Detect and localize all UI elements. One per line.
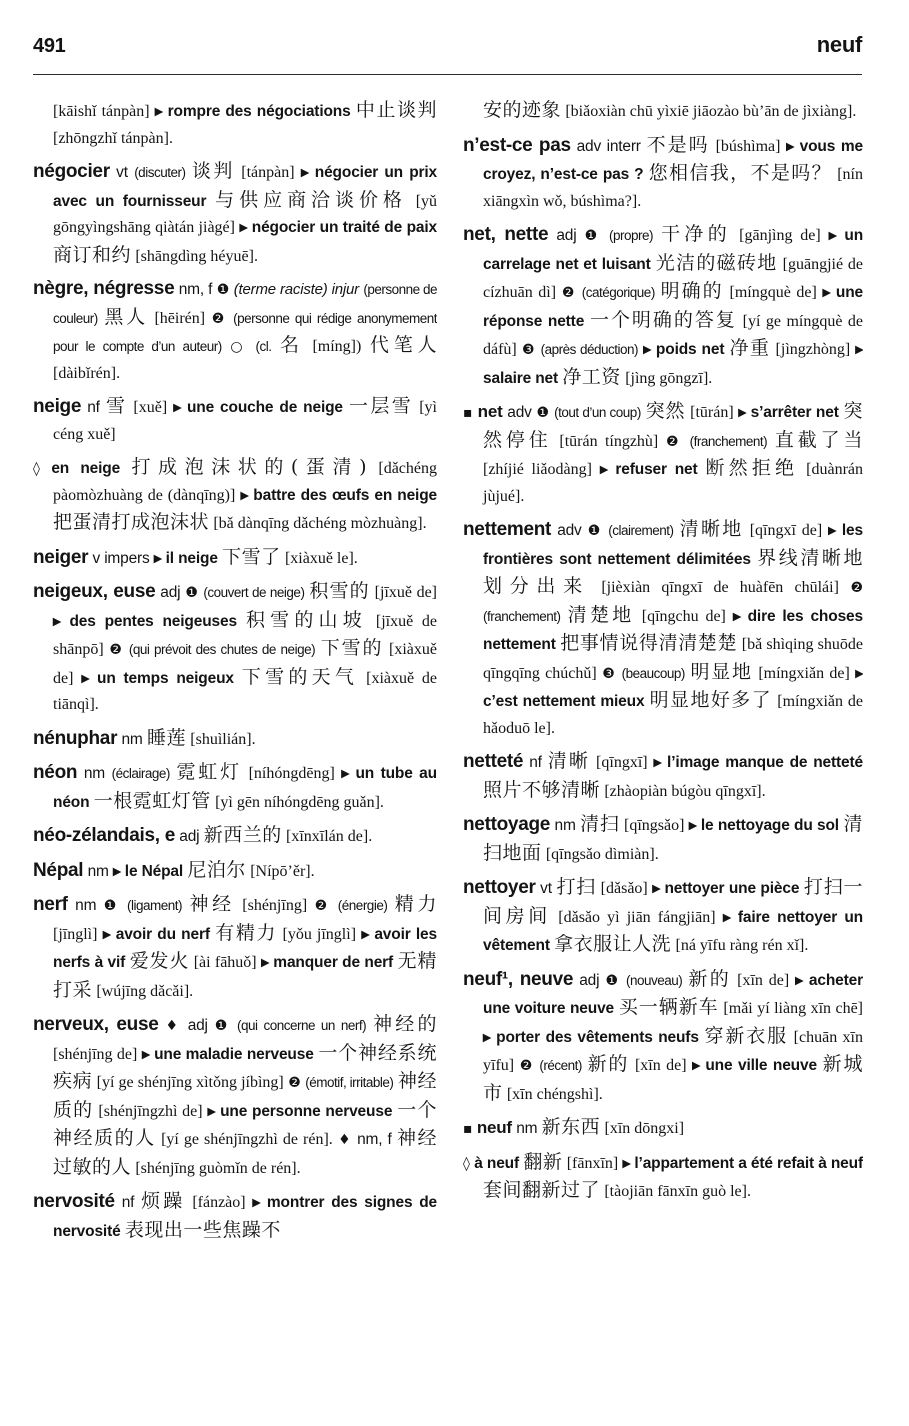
sense-number: ❷ <box>561 285 576 301</box>
chinese-translation: 雪 <box>105 395 128 417</box>
example-phrase: ▸ un tube au néon <box>53 765 437 811</box>
chinese-translation: 套间翻新过了 <box>483 1179 601 1201</box>
pinyin: [chuān xīn yīfu] <box>483 1028 863 1074</box>
sense-gloss: (clairement) <box>608 523 674 538</box>
pinyin: [xīn dōngxi] <box>604 1120 685 1137</box>
chinese-translation: 明确的 <box>660 280 724 302</box>
chinese-translation: 把事情说得清清楚楚 <box>560 632 738 654</box>
pinyin: [zhàopiàn búgòu qīngxī]. <box>604 782 766 800</box>
chinese-translation: 神经 <box>189 893 235 915</box>
chinese-translation: 睡莲 <box>146 726 186 749</box>
headword: nerf <box>33 894 68 915</box>
dictionary-entry <box>33 1188 437 1245</box>
dictionary-entry <box>463 221 863 392</box>
grammar-label: nm, f <box>178 281 213 298</box>
example-phrase: à neuf <box>474 1154 520 1172</box>
page-number: 491 <box>33 35 66 57</box>
sense-gloss: (nouveau) <box>625 972 683 988</box>
dictionary-entry <box>33 276 437 387</box>
entry-marker: ▪ <box>463 405 473 421</box>
sense-number: ❶ <box>214 1018 231 1034</box>
chinese-translation: 名 <box>280 334 304 356</box>
pinyin: [tūrán] <box>690 404 734 421</box>
entry-marker: ♦ <box>338 1132 352 1148</box>
example-phrase: ▸ avoir les nerfs à vif <box>53 925 437 971</box>
sense-number: ❶ <box>587 523 603 539</box>
chinese-translation: 一个明确的答复 <box>589 308 737 331</box>
dictionary-entry <box>33 578 437 719</box>
sense-gloss: (qui concerne un nerf) <box>237 1018 367 1033</box>
grammar-label: vt <box>540 880 552 897</box>
grammar-label: nm <box>75 897 97 914</box>
chinese-translation: 干净的 <box>661 223 732 245</box>
headword: nénuphar <box>33 727 118 749</box>
grammar-label: nm <box>554 817 576 834</box>
pinyin: [shénjīng guòmǐn de rén]. <box>135 1159 301 1177</box>
pinyin: [míngquè de] <box>729 284 817 301</box>
pinyin: [zhōngzhǐ tánpàn]. <box>53 129 173 147</box>
example-phrase: ▸ avoir du nerf <box>102 925 210 943</box>
example-phrase: ▸ il neige <box>153 549 218 567</box>
pinyin: [zhíjié liǎodàng] <box>483 461 592 478</box>
sub-headword: net <box>477 402 503 421</box>
running-head: neuf <box>816 32 862 57</box>
pinyin: [yǔ gōngyìngshāng qiàtán jiàgé] <box>53 192 437 236</box>
chinese-translation: 神经的 <box>373 1013 437 1035</box>
headword: Népal <box>33 859 84 881</box>
dictionary-entry <box>33 1011 437 1182</box>
grammar-label: adj <box>187 1017 208 1034</box>
pinyin: [dǎsǎo] <box>600 880 648 897</box>
chinese-translation: 代笔人 <box>369 334 437 356</box>
example-phrase: ▸ c’est nettement mieux <box>483 664 863 710</box>
pinyin: [búshìma] <box>715 137 781 155</box>
dictionary-entry <box>463 1114 863 1143</box>
chinese-translation: 打扫一间房间 <box>483 876 863 927</box>
example-phrase: ▸ un temps neigeux <box>81 669 234 687</box>
pinyin: [jīnglì] <box>53 925 98 943</box>
chinese-translation: 神经质的 <box>53 1070 437 1121</box>
example-phrase: ▸ battre des œufs en neige <box>240 486 437 504</box>
right-column <box>463 97 863 1420</box>
grammar-label: adv interr <box>576 137 641 155</box>
chinese-translation: 黑人 <box>104 305 148 328</box>
dictionary-entry <box>463 748 863 805</box>
example-phrase: ▸ l’image manque de netteté <box>653 754 863 771</box>
usage-label: (terme raciste) injur <box>233 281 359 298</box>
sense-number: ❸ <box>602 665 617 682</box>
chinese-translation: 尼泊尔 <box>187 858 246 881</box>
chinese-translation: 神经过敏的人 <box>53 1127 437 1178</box>
chinese-translation: 新的 <box>587 1053 630 1075</box>
chinese-translation: 净重 <box>729 337 771 359</box>
page-header <box>33 28 862 75</box>
chinese-translation: 净工资 <box>562 365 621 388</box>
chinese-translation: 积雪的 <box>309 580 370 602</box>
dictionary-entry <box>463 1149 863 1206</box>
example-phrase: ▸ une réponse nette <box>483 284 863 330</box>
entry-marker: ♦ <box>165 1018 181 1034</box>
headword: n’est-ce pas <box>463 134 571 156</box>
pinyin: [shénjīngzhì de] <box>98 1102 203 1120</box>
chinese-translation: 突然 <box>645 400 686 422</box>
sense-gloss: (après déduction) <box>540 342 639 357</box>
pinyin: [fánzào] <box>192 1194 246 1211</box>
sense-gloss: (catégorique) <box>581 285 655 300</box>
grammar-label: nf <box>87 399 100 416</box>
example-phrase: ▸ manquer de nerf <box>261 954 394 971</box>
pinyin: [guāngjié de cízhuān dì] <box>483 255 863 301</box>
pinyin: [duànrán jùjué]. <box>483 461 863 505</box>
pinyin: [qīngsǎo dìmiàn]. <box>545 845 659 863</box>
example-phrase: ▸ une ville neuve <box>692 1057 817 1074</box>
sense-gloss: (personne qui rédige anonymement pour le compte d’un auteur) <box>53 310 437 354</box>
chinese-translation: 穿新衣服 <box>704 1024 788 1047</box>
grammar-label: adj <box>179 828 200 845</box>
pinyin: [ná yīfu ràng rén xǐ]. <box>675 937 809 954</box>
headword: nettoyer <box>463 877 536 898</box>
sense-gloss: (propre) <box>609 228 654 243</box>
example-phrase: ▸ un carrelage net et luisant <box>483 227 863 273</box>
pinyin: [yì céng xuě] <box>53 399 437 443</box>
sense-gloss: (beaucoup) <box>621 665 685 681</box>
example-phrase: ▸ une personne nerveuse <box>207 1102 393 1120</box>
sense-gloss: (qui prévoit des chutes de neige) <box>128 642 316 657</box>
grammar-label: nm <box>516 1120 538 1137</box>
pinyin: [dǎchéng pàomòzhuàng de (dànqīng)] <box>53 460 437 504</box>
chinese-translation: 新城市 <box>483 1053 863 1104</box>
chinese-translation: 明显地 <box>690 660 753 683</box>
dictionary-entry <box>33 759 437 816</box>
chinese-translation: 中止谈判 <box>355 99 437 121</box>
chinese-translation: 清扫地面 <box>483 813 863 864</box>
pinyin: [tàojiān fānxīn guò le]. <box>604 1183 751 1200</box>
sense-gloss: (cl. <box>255 339 272 354</box>
pinyin: [xīn de] <box>634 1057 687 1074</box>
grammar-label: adv <box>507 404 532 421</box>
headword: neigeux, euse <box>33 581 156 602</box>
sense-number: ❷ <box>211 310 227 327</box>
sense-gloss: (couvert de neige) <box>203 585 305 600</box>
pinyin: [Nípō’ěr]. <box>250 862 315 880</box>
entry-marker: ◊ <box>33 461 40 477</box>
sense-number: ❷ <box>850 580 863 596</box>
chinese-translation: 烦躁 <box>141 1190 186 1212</box>
pinyin: [gānjìng de] <box>739 227 821 244</box>
example-phrase: ▸ nettoyer une pièce <box>652 880 800 897</box>
chinese-translation: 直截了当 <box>774 428 863 451</box>
example-phrase: ▸ montrer des signes de nervosité <box>53 1194 437 1240</box>
pinyin: [níhóngdēng] <box>248 765 335 782</box>
example-phrase: ▸ l’appartement a été refait à neuf <box>622 1154 863 1172</box>
pinyin: [wújīng dǎcǎi]. <box>96 982 194 1000</box>
chinese-translation: 清晰地 <box>679 518 744 540</box>
pinyin: [xiàxuě le]. <box>284 549 358 567</box>
grammar-label: nm <box>87 862 109 880</box>
chinese-translation: 拿衣服让人洗 <box>554 933 672 955</box>
chinese-translation: 打扫 <box>556 876 597 898</box>
grammar-label: nm, f <box>357 1131 392 1148</box>
pinyin: [dàibǐrén]. <box>53 364 121 382</box>
example-phrase: ▸ acheter une voiture neuve <box>483 971 863 1017</box>
dictionary-entry <box>463 516 863 742</box>
dictionary-entry <box>463 966 863 1109</box>
chinese-translation: 您相信我，不是吗？ <box>648 162 833 184</box>
chinese-translation: 爱发火 <box>129 950 190 972</box>
pinyin: [qīngxī de] <box>749 522 823 539</box>
example-phrase: ▸ des pentes neigeuses <box>53 612 237 630</box>
pinyin: [hēirén] <box>154 309 206 327</box>
pinyin: [xiàxuě de tiānqì]. <box>53 669 437 713</box>
chinese-translation: 打成泡沫状的(蛋清) <box>131 456 367 478</box>
pinyin: [fānxīn] <box>566 1154 619 1172</box>
chinese-translation: 一层雪 <box>349 395 414 417</box>
chinese-translation: 把蛋清打成泡沫状 <box>53 511 210 533</box>
chinese-translation: 明显地好多了 <box>649 689 773 711</box>
dictionary-entry <box>33 454 437 538</box>
example-phrase: ▸ rompre des négociations <box>154 103 351 120</box>
sense-gloss: (franchement) <box>483 608 561 624</box>
example-phrase: ▸ le Népal <box>113 862 184 880</box>
example-phrase: ▸ le nettoyage du sol <box>688 817 839 834</box>
dictionary-entry <box>463 874 863 960</box>
pinyin: [jìng gōngzī]. <box>625 369 713 387</box>
chinese-translation: 清楚地 <box>567 603 635 626</box>
sense-number: ❶ <box>536 405 550 421</box>
pinyin: [qīngxī] <box>596 754 648 771</box>
chinese-translation: 清扫 <box>580 813 620 835</box>
sense-number: ❷ <box>665 433 682 450</box>
chinese-translation: 谈判 <box>191 160 235 182</box>
chinese-translation: 照片不够清晰 <box>483 778 601 801</box>
pinyin: [xīn chéngshì]. <box>506 1085 603 1103</box>
sense-gloss: (discuter) <box>134 165 186 180</box>
sense-number: ❶ <box>584 228 601 244</box>
pinyin: [tánpàn] <box>241 164 295 181</box>
chinese-translation: 新西兰的 <box>203 824 282 846</box>
example-phrase: ▸ s’arrêter net <box>738 404 839 421</box>
chinese-translation: 精力 <box>394 893 437 915</box>
headword: nervosité <box>33 1191 115 1212</box>
pinyin: [biǎoxiàn chū yìxiē jiāozào bù’ān de jìxiàng]. <box>565 103 857 120</box>
headword: nettoyage <box>463 814 551 835</box>
example-phrase: ▸ salaire net <box>483 341 863 387</box>
dictionary-entry <box>463 97 863 126</box>
chinese-translation: 积雪的山坡 <box>245 608 367 631</box>
sense-number: ❶ <box>185 585 199 601</box>
headword: négocier <box>33 161 110 182</box>
dictionary-entry <box>463 398 863 510</box>
dictionary-entry <box>33 822 437 851</box>
chinese-translation: 安的迹象 <box>483 99 562 121</box>
example-phrase: ▸ vous me croyez, n’est-ce pas ? <box>483 137 863 183</box>
sense-gloss: (tout d’un coup) <box>554 405 641 420</box>
pinyin: [jìngzhòng] <box>775 341 851 358</box>
grammar-label: adj <box>579 971 600 989</box>
dictionary-entry <box>463 811 863 868</box>
pinyin: [míngxiǎn de hǎoduō le]. <box>483 693 863 737</box>
chinese-translation: 一个神经质的人 <box>53 1098 437 1149</box>
chinese-translation: 商订和约 <box>53 243 132 266</box>
sense-number: ❷ <box>109 642 124 658</box>
entry-marker: ◊ <box>463 1155 470 1172</box>
sense-gloss: (franchement) <box>689 433 768 449</box>
entry-marker: ○ <box>230 339 247 355</box>
chinese-translation: 下雪的 <box>320 637 384 659</box>
sense-gloss: (personne de couleur) <box>53 282 437 326</box>
pinyin: [shāngdìng héyuē]. <box>135 247 258 265</box>
chinese-translation: 下雪了 <box>222 545 281 568</box>
pinyin: [ài fāhuǒ] <box>193 954 257 971</box>
sense-gloss: (éclairage) <box>111 766 170 781</box>
pinyin: [jīxuě de shānpō] <box>53 612 437 658</box>
dictionary-entry <box>33 158 437 270</box>
chinese-translation: 清晰 <box>547 750 591 772</box>
sense-gloss: (ligament) <box>126 898 182 913</box>
dictionary-entry <box>33 97 437 152</box>
pinyin: [jièxiàn qīngxī de huàfēn chūlái] <box>601 579 839 596</box>
pinyin: [shénjīng] <box>242 897 308 914</box>
pinyin: [xīnxīlán de]. <box>286 828 373 845</box>
chinese-translation: 表现出一些焦躁不 <box>124 1218 281 1241</box>
pinyin: [shuìlián]. <box>190 730 256 748</box>
left-column <box>33 97 437 1420</box>
chinese-translation: 一根霓虹灯管 <box>93 789 211 812</box>
chinese-translation: 有精力 <box>215 921 278 944</box>
headword: nerveux, euse <box>33 1014 159 1035</box>
pinyin: [yí ge shénjīng xìtǒng jíbìng] <box>96 1074 284 1091</box>
sense-number: ❶ <box>605 972 620 989</box>
headword: neuf¹, neuve <box>463 968 574 990</box>
dictionary-entry <box>33 725 437 754</box>
dictionary-entry <box>463 132 863 216</box>
chinese-translation: 新的 <box>688 967 732 990</box>
headword: netteté <box>463 751 524 772</box>
sense-gloss: (récent) <box>539 1058 582 1073</box>
chinese-translation: 与供应商洽谈价格 <box>215 188 407 211</box>
headword: néo-zélandais, e <box>33 825 175 846</box>
chinese-translation: 突然停住 <box>483 400 863 451</box>
grammar-label: adj <box>160 584 181 601</box>
example-phrase: ▸ dire les choses nettement <box>483 607 863 653</box>
example-phrase: ▸ poids net <box>643 341 725 358</box>
dictionary-entry <box>33 544 437 573</box>
pinyin: [míngxiǎn de] <box>758 664 850 682</box>
headword: nettement <box>463 519 552 540</box>
dictionary-entry <box>33 393 437 448</box>
sense-number: ❸ <box>521 342 536 358</box>
grammar-label: nf <box>121 1194 135 1211</box>
chinese-translation: 霓虹灯 <box>176 761 242 783</box>
sense-gloss: (énergie) <box>337 898 388 913</box>
chinese-translation: 界线清晰地划分出来 <box>483 546 863 597</box>
chinese-translation: 下雪的天气 <box>241 665 359 688</box>
sense-gloss: (émotif, irritable) <box>305 1075 394 1090</box>
sense-number: ❷ <box>288 1075 301 1091</box>
pinyin: [yǒu jīnglì] <box>282 925 357 943</box>
dictionary-entry <box>33 857 437 886</box>
headword: net, nette <box>463 224 549 245</box>
grammar-label: nf <box>529 754 542 771</box>
headword: nègre, négresse <box>33 278 175 299</box>
pinyin: [dǎsǎo yì jiān fángjiān] <box>558 908 716 926</box>
pinyin: [yí ge shénjīngzhì de rén]. <box>161 1131 333 1148</box>
grammar-label: nm <box>121 730 143 748</box>
pinyin: [yí ge míngquè de dáfù] <box>483 312 863 358</box>
example-phrase: ▸ les frontières sont nettement délimitées <box>483 522 863 568</box>
grammar-label: adv <box>557 522 582 539</box>
pinyin: [shénjīng de] <box>53 1045 138 1063</box>
pinyin: [bǎ dànqīng dǎchéng mòzhuàng]. <box>213 515 427 532</box>
headword: néon <box>33 762 78 783</box>
sense-number: ❷ <box>314 898 331 914</box>
headword: neige <box>33 396 82 417</box>
pinyin: [qīngchu de] <box>641 607 726 625</box>
chinese-translation: 一个神经系统疾病 <box>53 1041 437 1092</box>
example-phrase: ▸ une couche de neige <box>173 399 343 416</box>
pinyin: [xiàxuě de] <box>53 641 437 687</box>
pinyin: [bǎ shìqing shuōde qīngqīng chúchǔ] <box>483 636 863 682</box>
example-phrase: en neige <box>51 460 121 477</box>
chinese-translation: 翻新 <box>523 1150 563 1173</box>
pinyin: [xuě] <box>133 399 168 416</box>
dictionary-entry <box>33 891 437 1005</box>
grammar-label: nm <box>83 765 105 782</box>
pinyin: [xīn de] <box>737 971 790 989</box>
pinyin: [jīxuě de] <box>374 584 437 601</box>
chinese-translation: 断然拒绝 <box>705 457 799 479</box>
sense-number: ❷ <box>519 1058 534 1074</box>
pinyin: [qīngsǎo] <box>624 817 685 834</box>
example-phrase: ▸ faire nettoyer un vêtement <box>483 908 863 954</box>
sub-headword: neuf <box>476 1118 512 1137</box>
pinyin: [míng]) <box>312 338 362 355</box>
grammar-label: vt <box>116 164 128 181</box>
headword: neiger <box>33 546 89 568</box>
example-phrase: ▸ négocier un prix avec un fournisseur <box>53 164 437 210</box>
grammar-label: v impers <box>92 549 150 567</box>
sense-number: ❶ <box>103 898 120 914</box>
chinese-translation: 无精打采 <box>53 950 437 1001</box>
pinyin: [tūrán tíngzhù] <box>559 432 659 450</box>
pinyin: [nín xiāngxìn wǒ, búshìma?]. <box>483 166 863 210</box>
grammar-label: adj <box>556 227 577 244</box>
sense-number: ❶ <box>216 282 230 298</box>
example-phrase: ▸ refuser net <box>599 461 698 478</box>
pinyin: [mǎi yí liàng xīn chē] <box>723 1000 863 1017</box>
example-phrase: ▸ porter des vêtements neufs <box>483 1028 699 1046</box>
chinese-translation: 不是吗 <box>646 133 710 156</box>
pinyin: [kāishǐ tánpàn] <box>53 103 150 120</box>
entry-marker: ▪ <box>463 1121 473 1137</box>
pinyin: [yì gēn níhóngdēng guǎn]. <box>215 793 384 811</box>
chinese-translation: 光洁的磁砖地 <box>655 251 778 274</box>
chinese-translation: 买一辆新车 <box>618 996 719 1018</box>
example-phrase: ▸ une maladie nerveuse <box>141 1045 314 1063</box>
example-phrase: ▸ négocier un traité de paix <box>239 219 437 236</box>
chinese-translation: 新东西 <box>541 1116 601 1138</box>
